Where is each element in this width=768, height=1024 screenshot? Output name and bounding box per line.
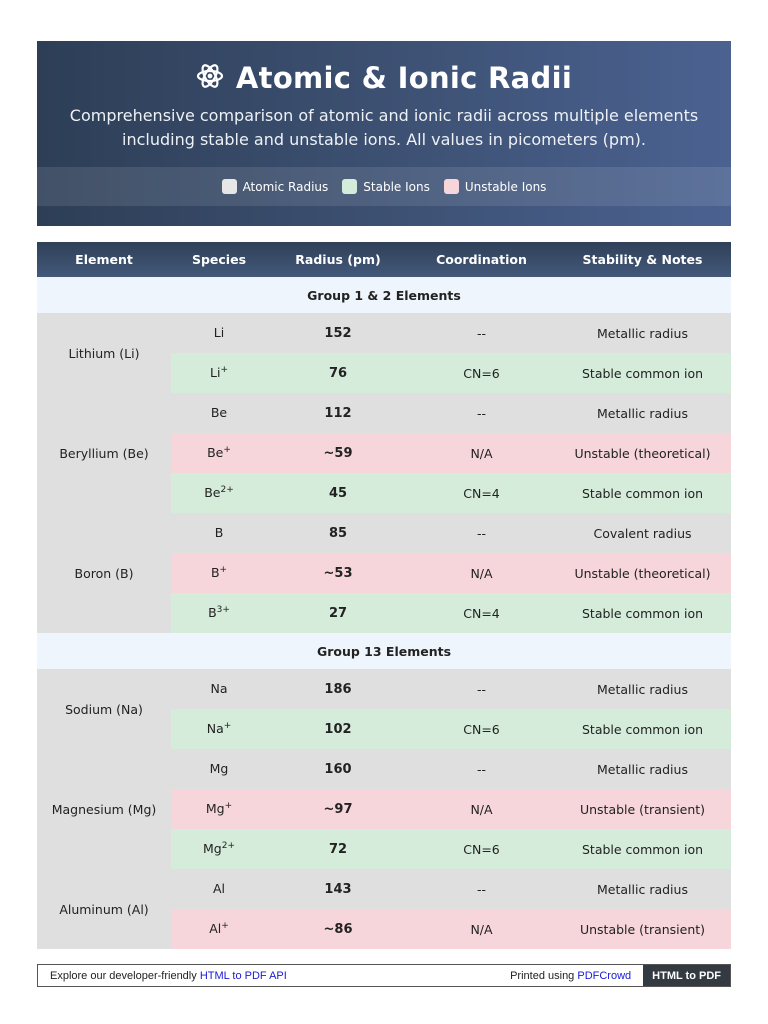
coordination-cell: -- — [409, 669, 554, 709]
coordination-cell: -- — [409, 313, 554, 353]
group-row — [37, 633, 731, 669]
species-cell: Na+ — [171, 709, 267, 749]
legend-item-atomic: Atomic Radius — [222, 179, 329, 194]
group-row — [37, 277, 731, 313]
coordination-cell: CN=4 — [409, 593, 554, 633]
element-name: Sodium (Na) — [37, 669, 171, 749]
radius-cell: 102 — [267, 709, 409, 749]
table-header-row — [37, 242, 731, 277]
species-cell: $Be^{2+}$ — [171, 473, 267, 513]
coordination-cell: CN=4 — [409, 473, 554, 513]
coordination-cell: N/A — [409, 433, 554, 473]
radius-cell: 160 — [267, 749, 409, 789]
element-name: Lithium (Li) — [37, 313, 171, 393]
legend-swatch-atomic — [222, 179, 237, 194]
radius-cell: ~53 — [267, 553, 409, 593]
notes-cell: Stable common ion — [554, 709, 731, 749]
species-cell: Li+ — [171, 353, 267, 393]
species-cell: Al — [171, 869, 267, 909]
coordination-cell: -- — [409, 513, 554, 553]
header-notes: Stability & Notes — [554, 242, 731, 277]
species-cell: Mg+ — [171, 789, 267, 829]
radius-cell: 27 — [267, 593, 409, 633]
header-radius: Radius (pm) — [267, 242, 409, 277]
header-species: Species — [171, 242, 267, 277]
radius-cell: 45 — [267, 473, 409, 513]
radius-cell: ~97 — [267, 789, 409, 829]
radius-cell: ~86 — [267, 909, 409, 949]
notes-cell: Metallic radius — [554, 749, 731, 789]
table-row — [37, 669, 731, 709]
footer-promo: Explore our developer-friendly HTML to PDF API — [50, 969, 287, 982]
table-row — [37, 869, 731, 909]
header-element: Element — [37, 242, 171, 277]
species-cell: Be+ — [171, 433, 267, 473]
coordination-cell: CN=6 — [409, 829, 554, 869]
notes-cell: Metallic radius — [554, 393, 731, 433]
element-name: Beryllium (Be) — [37, 393, 171, 513]
coordination-cell: N/A — [409, 789, 554, 829]
atom-icon — [196, 62, 224, 94]
element-name: Aluminum (Al) — [37, 869, 171, 949]
legend — [37, 167, 731, 206]
footer-printed: Printed using PDFCrowd — [510, 969, 632, 982]
table-row — [37, 513, 731, 553]
species-cell: B — [171, 513, 267, 553]
notes-cell: Covalent radius — [554, 513, 731, 553]
notes-cell: Stable common ion — [554, 353, 731, 393]
species-cell: Na — [171, 669, 267, 709]
species-cell: $B^{3+}$ — [171, 593, 267, 633]
header-coordination: Coordination — [409, 242, 554, 277]
pdfcrowd-link[interactable]: PDFCrowd — [577, 969, 632, 982]
notes-cell: Metallic radius — [554, 669, 731, 709]
notes-cell: Unstable (transient) — [554, 789, 731, 829]
species-cell: Mg — [171, 749, 267, 789]
group-label: Group 1 & 2 Elements — [37, 277, 731, 313]
coordination-cell: CN=6 — [409, 709, 554, 749]
radius-cell: 85 — [267, 513, 409, 553]
notes-cell: Unstable (theoretical) — [554, 553, 731, 593]
legend-swatch-unstable — [444, 179, 459, 194]
species-cell: Be — [171, 393, 267, 433]
html-to-pdf-button[interactable]: HTML to PDF — [643, 965, 730, 986]
legend-swatch-stable — [342, 179, 357, 194]
notes-cell: Unstable (theoretical) — [554, 433, 731, 473]
coordination-cell: -- — [409, 393, 554, 433]
legend-item-unstable: Unstable Ions — [444, 179, 547, 194]
coordination-cell: -- — [409, 749, 554, 789]
notes-cell: Metallic radius — [554, 313, 731, 353]
notes-cell: Stable common ion — [554, 473, 731, 513]
table-row — [37, 749, 731, 789]
radius-cell: 143 — [267, 869, 409, 909]
page-subtitle: Comprehensive comparison of atomic and ionic radii across multiple elements including stable and unstable ions. All values in picometers (pm). — [69, 106, 699, 149]
radius-cell: 72 — [267, 829, 409, 869]
radius-cell: 186 — [267, 669, 409, 709]
notes-cell: Metallic radius — [554, 869, 731, 909]
coordination-cell: CN=6 — [409, 353, 554, 393]
radii-table — [37, 242, 731, 949]
table-row — [37, 313, 731, 353]
table-row — [37, 393, 731, 433]
element-name: Boron (B) — [37, 513, 171, 633]
element-name: Magnesium (Mg) — [37, 749, 171, 869]
species-cell: Li — [171, 313, 267, 353]
radius-cell: 76 — [267, 353, 409, 393]
species-cell: B+ — [171, 553, 267, 593]
radius-cell: ~59 — [267, 433, 409, 473]
coordination-cell: N/A — [409, 553, 554, 593]
page-title: Atomic & Ionic Radii — [235, 61, 573, 95]
radius-cell: 112 — [267, 393, 409, 433]
group-label: Group 13 Elements — [37, 633, 731, 669]
header-banner — [37, 41, 731, 226]
html-to-pdf-api-link[interactable]: HTML to PDF API — [199, 969, 287, 982]
notes-cell: Stable common ion — [554, 829, 731, 869]
notes-cell: Stable common ion — [554, 593, 731, 633]
coordination-cell: -- — [409, 869, 554, 909]
species-cell: Al+ — [171, 909, 267, 949]
legend-item-stable: Stable Ions — [342, 179, 430, 194]
notes-cell: Unstable (transient) — [554, 909, 731, 949]
coordination-cell: N/A — [409, 909, 554, 949]
title-row — [37, 61, 731, 95]
pdf-footer — [37, 964, 731, 987]
radius-cell: 152 — [267, 313, 409, 353]
species-cell: $Mg^{2+}$ — [171, 829, 267, 869]
